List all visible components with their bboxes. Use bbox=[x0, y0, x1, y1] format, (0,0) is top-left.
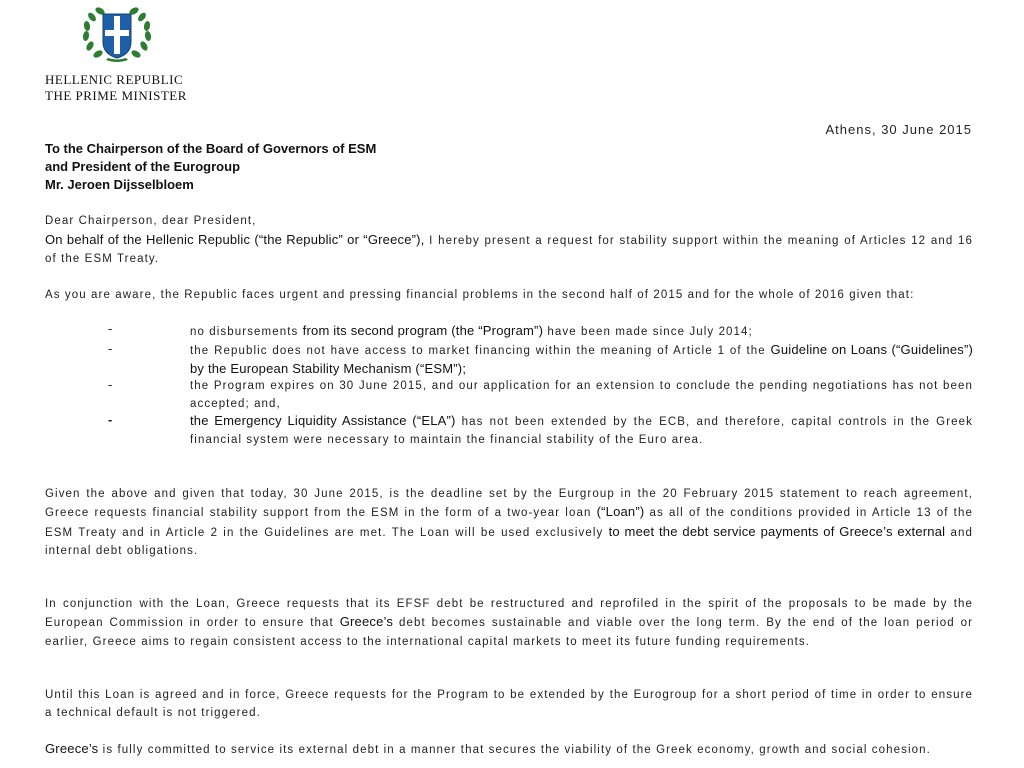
addressee-line-3: Mr. Jeroen Dijsselbloem bbox=[45, 177, 194, 192]
bullet-2-text-a: the Republic does not have access to market financing within the meaning of Article 1 of the bbox=[190, 345, 771, 357]
bullet-4-emphasis: the Emergency Liquidity Assistance (“ELA”) bbox=[190, 413, 456, 428]
bullet-1-text-a: no disbursements bbox=[190, 326, 303, 338]
bullet-item-3 bbox=[190, 377, 973, 414]
bullet-dash-3: - bbox=[108, 377, 113, 392]
paragraph-efsf bbox=[45, 595, 973, 651]
bullet-4-text: has not been extended by the ECB, and therefore, capital controls in the Greek financial system were necessary to maintain the financial stability of the Euro area. bbox=[190, 416, 973, 447]
bullet-2-emphasis: Guideline on Loans (“Guidelines”) by the European Stability Mechanism (“ESM”); bbox=[190, 342, 974, 377]
paragraph-loan-text-c: and internal debt obligations. bbox=[45, 526, 973, 557]
bullet-dash-2: - bbox=[108, 341, 113, 356]
letterhead-line-2: THE PRIME MINISTER bbox=[45, 88, 187, 103]
addressee-line-1: To the Chairperson of the Board of Governors of ESM bbox=[45, 141, 377, 156]
paragraph-loan-text-b: as all of the conditions provided in Article 13 of the ESM Treaty and in Article 2 in the Guidelines are met. The Loan will be used exclusively bbox=[45, 507, 973, 539]
paragraph-loan-request bbox=[45, 485, 973, 560]
bullet-dash-4: - bbox=[108, 412, 113, 427]
paragraph-loan-text-a: Given the above and given that today, 30 June 2015, is the deadline set by the Eurgroup in the 20 February 2015 statement to reach agreement, Greece requests financial stability support from the ESM in the form of a two-year loan bbox=[45, 488, 973, 520]
paragraph-commitment-emphasis: Greece’s bbox=[45, 741, 99, 756]
paragraph-efsf-emphasis: Greece’s bbox=[339, 614, 394, 630]
greek-coat-of-arms-emblem bbox=[78, 6, 156, 64]
bullet-item-1 bbox=[190, 322, 973, 341]
bullet-1-text-b: have been made since July 2014; bbox=[543, 326, 753, 338]
paragraph-request-rest: I hereby present a request for stability support within the meaning of Articles 12 and 16 of the ESM Treaty. bbox=[45, 235, 973, 266]
addressee-line-2: and President of the Eurogroup bbox=[45, 159, 241, 174]
paragraph-efsf-text-a: In conjunction with the Loan, Greece requests that its EFSF debt be restructured and reprofiled in the spirit of the proposals to be made by the European Commission in order to ensure that bbox=[45, 598, 973, 630]
paragraph-request-emphasis: On behalf of the Hellenic Republic (“the Republic” or “Greece”), bbox=[45, 232, 425, 247]
letterhead-line-1: HELLENIC REPUBLIC bbox=[45, 72, 184, 87]
bullet-3-text: the Program expires on 30 June 2015, and our application for an extension to conclude the pending negotiations has not been accepted; and, bbox=[190, 380, 973, 411]
paragraph-efsf-text-b: debt becomes sustainable and viable over the long term. By the end of the loan period or earlier, Greece aims to regain consistent access to the international capital markets to meet its future funding requirements. bbox=[45, 617, 973, 648]
paragraph-loan-emphasis-1: (“Loan”) bbox=[596, 504, 645, 520]
bullet-dash-1: - bbox=[108, 321, 113, 336]
paragraph-loan-emphasis-2: to meet the debt service payments of Greece’s external bbox=[608, 523, 946, 539]
paragraph-commitment-text: is fully committed to service its external debt in a manner that secures the viability of the Greek economy, growth and social cohesion. bbox=[98, 744, 931, 756]
paragraph-problems: As you are aware, the Republic faces urgent and pressing financial problems in the second half of 2015 and for the whole of 2016 given that: bbox=[45, 289, 915, 301]
salutation: Dear Chairperson, dear President, bbox=[45, 215, 257, 227]
paragraph-commitment bbox=[45, 740, 973, 759]
bullet-item-4 bbox=[190, 412, 973, 450]
letter-date: Athens, 30 June 2015 bbox=[825, 122, 972, 137]
paragraph-request bbox=[45, 231, 973, 269]
bullet-1-emphasis: from its second program (the “Program”) bbox=[302, 323, 544, 338]
bullet-item-2 bbox=[190, 341, 973, 380]
paragraph-extension: Until this Loan is agreed and in force, Greece requests for the Program to be extended by the Eurogroup for a short period of time in order to ensure a technical default is not triggered. bbox=[45, 689, 973, 720]
